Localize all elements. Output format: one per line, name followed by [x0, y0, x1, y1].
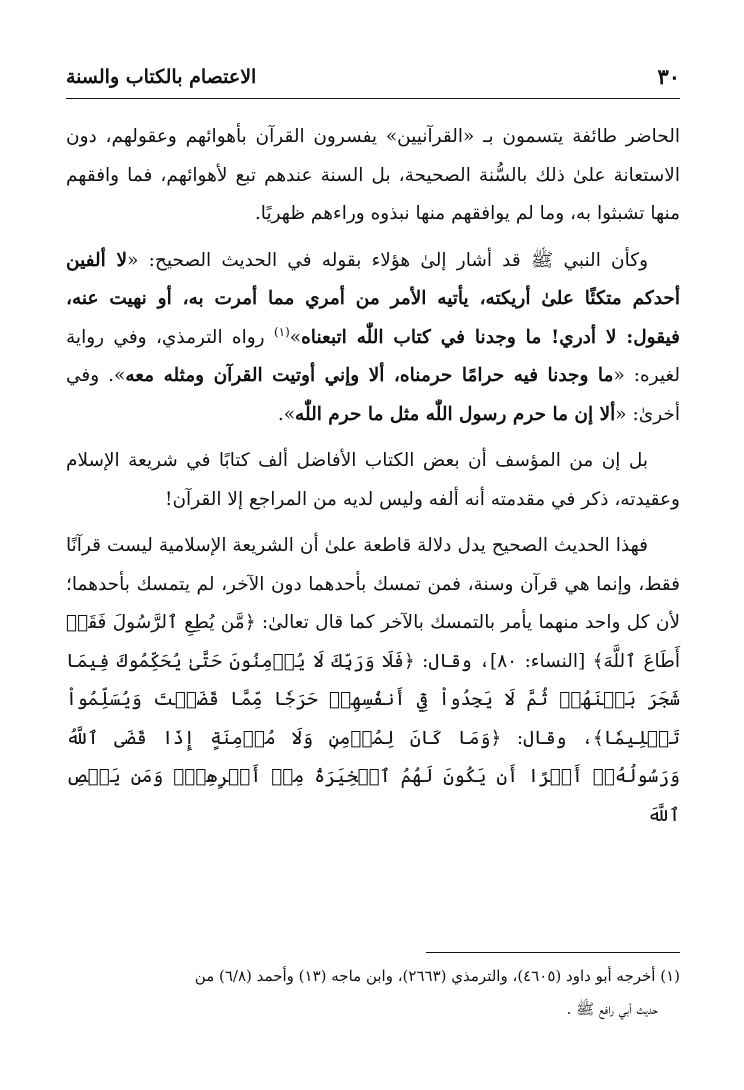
- paragraph-4: [66, 527, 680, 835]
- paragraph-2-mid-2: ». وفي أخرىٰ: «: [66, 365, 680, 425]
- quran-verse-3: ﴿وَمَا كَانَ لِمُؤۡمِنٖ وَلَا مُؤۡمِنَةٍ إِذَا قَضَى ٱللَّهُ وَرَسُولُهُۥٓ أَمۡرًا أَن يَكُونَ لَهُمُ ٱلۡخِيَرَةُ مِنۡ أَمۡرِهِمۡۗ وَمَن يَعۡصِ ٱللَّهَ: [66, 727, 680, 826]
- footnotes: [66, 960, 680, 1026]
- paragraph-2-lead: وكأن النبي ﷺ قد أشار إلىٰ هؤلاء بقوله في الحديث الصحيح: «: [127, 249, 648, 271]
- main-text: [66, 118, 680, 835]
- quran-verse-2: ﴿فَلَا وَرَبِّكَ لَا يُؤۡمِنُونَ حَتَّىٰ يُحَكِّمُوكَ فِيمَا شَجَرَ بَيۡنَهُمۡ ثُمَّ لَا يَجِدُواْ فِيٓ أَنفُسِهِمۡ حَرَجٗا مِّمَّا قَضَيۡتَ وَيُسَلِّمُواْ تَسۡلِيمٗا﴾: [66, 650, 680, 749]
- paragraph-4-text-1: فهذا الحديث الصحيح يدل دلالة قاطعة علىٰ أن الشريعة الإسلامية ليست قرآنًا فقط، وإنما هي قرآن وسنة، فمن تمسك بأحدهما دون الآخر، لم يتمسك بأحدهما؛ لأن كل واحد منهما يأمر بالتمسك بالآخر كما قال تعالىٰ:: [66, 535, 680, 633]
- paragraph-4-text-3: ، وقال:: [501, 727, 593, 749]
- verse-reference-1: [النساء: ٨٠]: [490, 650, 593, 672]
- footnote-marker[interactable]: (١): [273, 324, 290, 339]
- paragraph-2-mid-1: رواه الترمذي، وفي رواية لغيره: «: [66, 326, 680, 386]
- quran-verse-1: ﴿مَّن يُطِعِ ٱلرَّسُولَ فَقَدۡ أَطَاعَ ٱللَّهَ﴾: [66, 612, 681, 672]
- paragraph-3-text: بل إن من المؤسف أن بعض الكتاب الأفاضل ألف كتابًا في شريعة الإسلام وعقيدته، ذكر في مقدمته أنه ألفه وليس لديه من المراجع إلا القرآن!: [66, 450, 680, 510]
- running-header: [66, 58, 680, 99]
- paragraph-3: [66, 442, 680, 519]
- hadith-quote-2: ما وجدنا فيه حرامًا حرمناه، ألا وإني أوتيت القرآن ومثله معه: [125, 365, 614, 386]
- paragraph-4-text-2: ، وقال:: [414, 650, 491, 672]
- paragraph-1-text: الحاضر طائفة يتسمون بـ «القرآنيين» يفسرون القرآن بأهوائهم وعقولهم، دون الاستعانة علىٰ ذلك بالسُّنة الصحيحة، بل السنة عندهم تبع لأهوائهم، فما وافقهم منها تشبثوا به، وما لم يوافقهم منها نبذوه وراءهم ظهريًا.: [66, 126, 680, 224]
- footnote-1-line-2: حديث أبي رافع ﷺ .: [566, 1000, 658, 1018]
- page-number: ٣٠: [657, 64, 680, 89]
- paragraph-1: [66, 118, 680, 234]
- footnote-divider: [426, 952, 680, 953]
- paragraph-2: [66, 242, 680, 435]
- quote-close-1: »: [289, 326, 302, 348]
- hadith-quote-3: ألا إن ما حرم رسول اللّٰه مثل ما حرم اللّٰه: [295, 403, 616, 425]
- hadith-quote-1: لا ألفين أحدكم متكئًا علىٰ أريكته، يأتيه الأمر من أمري مما أمرت به، أو نهيت عنه، فيقول: لا أدري! ما وجدنا في كتاب اللّٰه اتبعناه: [66, 249, 680, 348]
- running-title: الاعتصام بالكتاب والسنة: [66, 66, 257, 88]
- footnote-1-line-1: (١) أخرجه أبو داود (٤٦٠٥)، والترمذي (٢٦٦٣)، وابن ماجه (١٣) وأحمد (٦/٨) من: [194, 967, 680, 985]
- quote-close-3: ».: [277, 403, 296, 425]
